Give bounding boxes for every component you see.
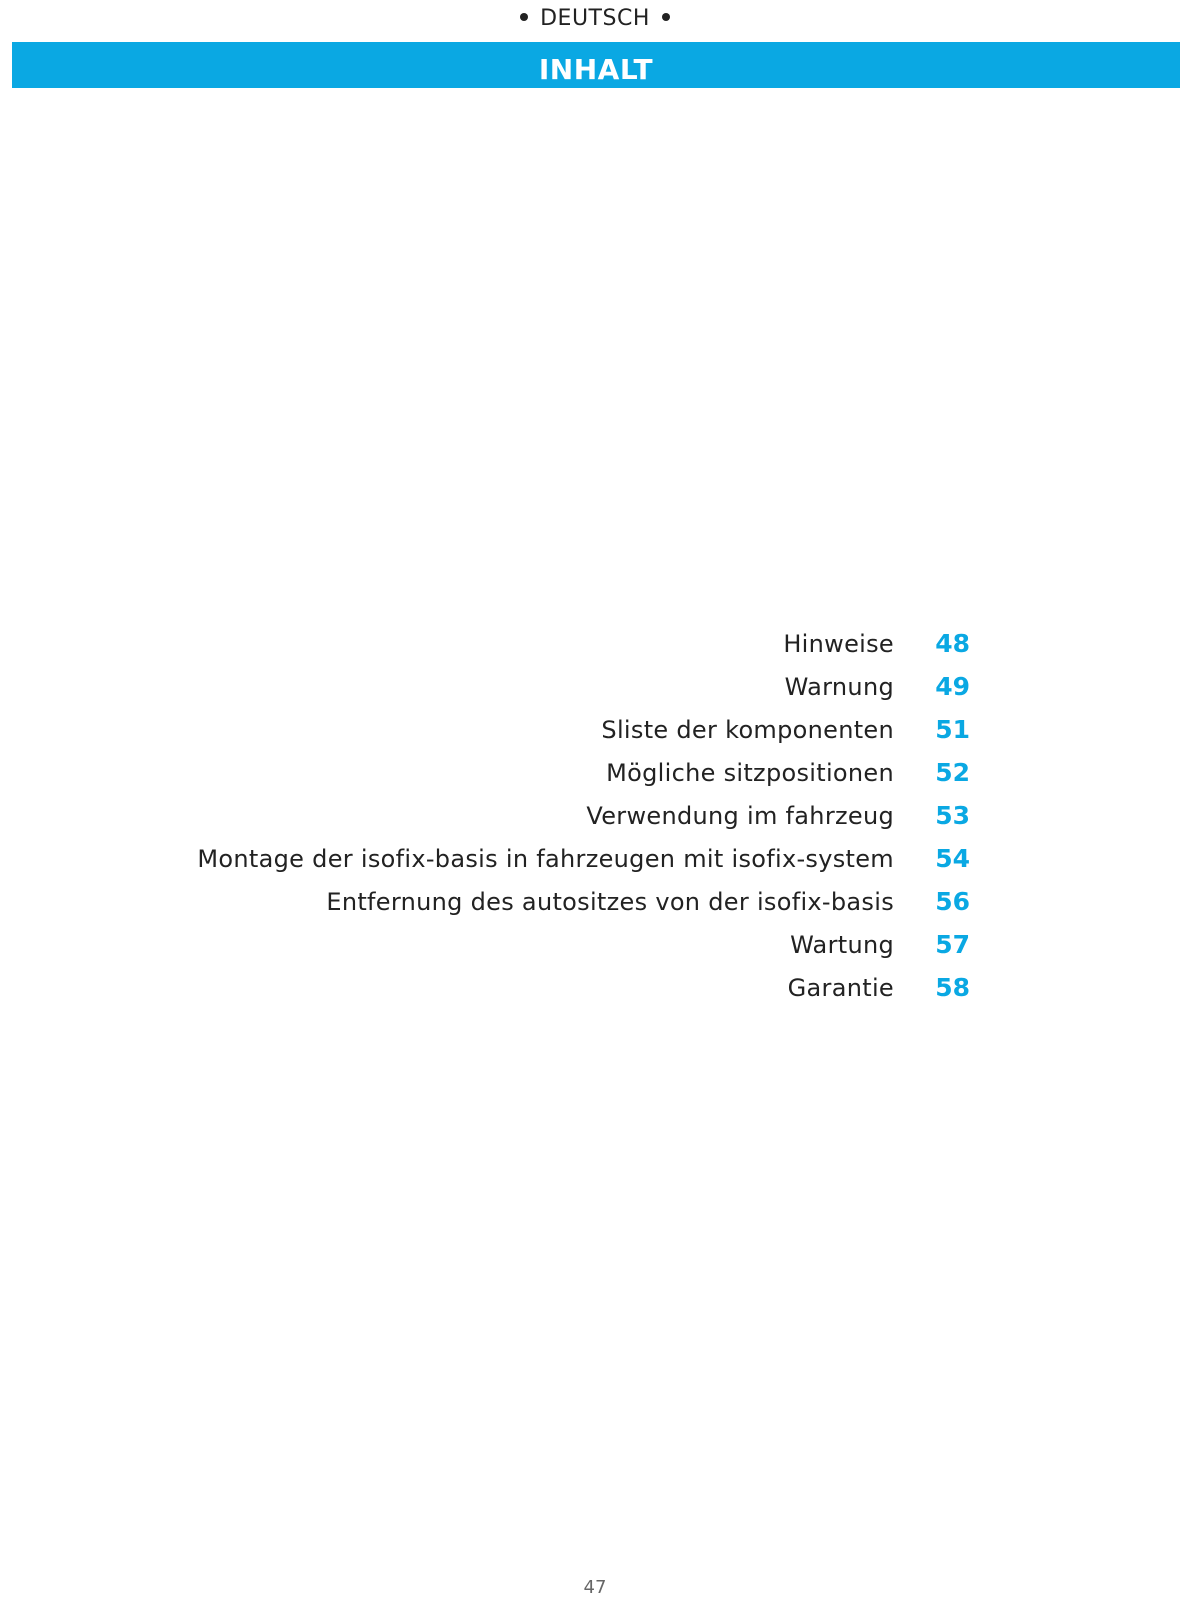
language-header	[0, 4, 1190, 34]
toc-entry[interactable]	[30, 715, 970, 758]
toc-entry-page: 49	[935, 672, 970, 701]
toc-entry-title: Garantie	[787, 974, 894, 1002]
toc-entry[interactable]	[30, 672, 970, 715]
toc-entry[interactable]	[30, 973, 970, 1016]
contents-title-bar	[12, 42, 1180, 88]
toc-entry-page: 54	[935, 844, 970, 873]
toc-entry[interactable]	[30, 844, 970, 887]
toc-entry-page: 58	[935, 973, 970, 1002]
toc-entry-page: 57	[935, 930, 970, 959]
language-label: DEUTSCH	[540, 6, 650, 31]
toc-entry-page: 56	[935, 887, 970, 916]
toc-entry-title: Verwendung im fahrzeug	[586, 802, 894, 830]
toc-entry-title: Wartung	[790, 931, 894, 959]
toc-entry-title: Sliste der komponenten	[601, 716, 894, 744]
toc-entry-page: 51	[935, 715, 970, 744]
toc-entry[interactable]	[30, 801, 970, 844]
toc-entry[interactable]	[30, 629, 970, 672]
page-number: 47	[583, 1577, 607, 1598]
page-title: INHALT	[538, 53, 654, 86]
toc-entry-title: Mögliche sitzpositionen	[606, 759, 894, 787]
toc-entry[interactable]	[30, 887, 970, 930]
table-of-contents	[30, 629, 970, 1016]
toc-entry-title: Hinweise	[783, 630, 894, 658]
toc-entry-title: Montage der isofix-basis in fahrzeugen mit isofix-system	[197, 845, 894, 873]
toc-entry-page: 48	[935, 629, 970, 658]
toc-entry-title: Warnung	[784, 673, 894, 701]
toc-entry[interactable]	[30, 758, 970, 801]
toc-entry-title: Entfernung des autositzes von der isofix-basis	[326, 888, 894, 916]
toc-entry-page: 53	[935, 801, 970, 830]
bullet-icon	[520, 13, 528, 21]
toc-entry-page: 52	[935, 758, 970, 787]
bullet-icon	[662, 13, 670, 21]
toc-entry[interactable]	[30, 930, 970, 973]
